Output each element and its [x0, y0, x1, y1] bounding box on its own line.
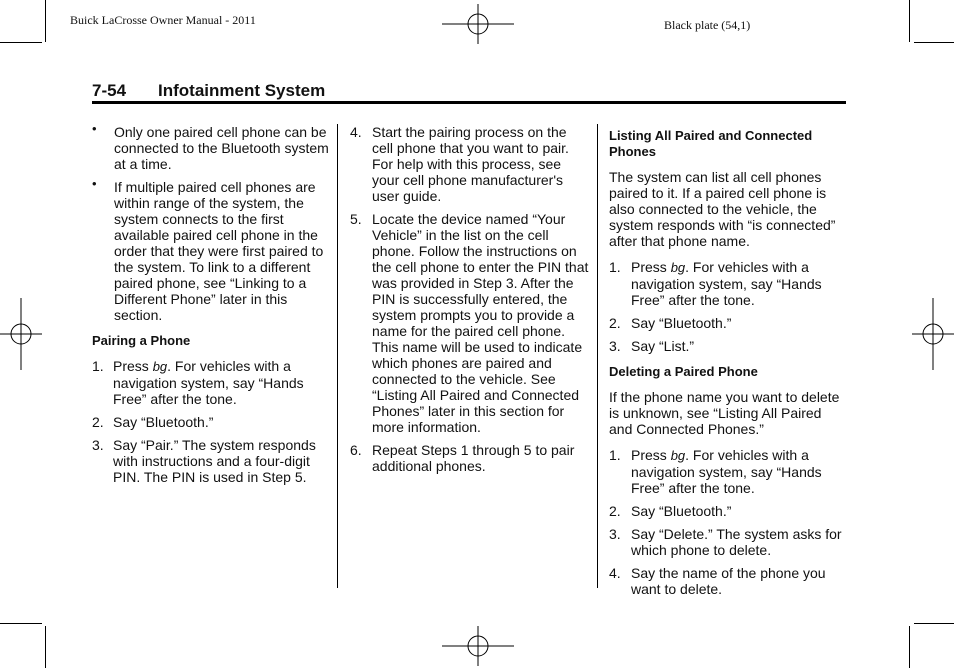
- list-item: 2. Say “Bluetooth.”: [92, 414, 214, 430]
- column-divider: [597, 124, 598, 588]
- page-title: [92, 81, 846, 101]
- bullet-icon: •: [92, 121, 97, 136]
- list-item: 1. Press bg. For vehicles with a navigation system, say “Hands Free” after the tone.: [609, 259, 822, 308]
- voice-icon: g: [677, 448, 686, 463]
- list-item: 4. Say the name of the phone you want to delete.: [609, 565, 826, 597]
- section-heading: Listing All Paired and Connected Phones: [609, 128, 813, 159]
- list-item: 2. Say “Bluetooth.”: [609, 503, 732, 519]
- column-2: [350, 124, 590, 481]
- list-item: 3. Say “Pair.” The system responds with instructions and a four-digit PIN. The PIN is used in Step 5.: [92, 437, 316, 485]
- phone-icon: b: [670, 260, 678, 275]
- list-item: 6. Repeat Steps 1 through 5 to pair additional phones.: [350, 442, 575, 474]
- list-item: 5. Locate the device named “Your Vehicle” in the list on the cell phone. Follow the instructions on the cell phone to enter the PIN that was provided in Step 3. After the PIN is successfully entered, the system prompts you to provide a name for the paired cell phone. This name will be used to indicate which phones are paired and connected to the vehicle. See “Listing All Paired and Connected Phones” later in this section for more information.: [350, 211, 589, 435]
- paragraph: If the phone name you want to delete is unknown, see “Listing All Paired and Connected Phones.”: [609, 389, 840, 437]
- list-item: 2. Say “Bluetooth.”: [609, 315, 732, 331]
- running-header: Buick LaCrosse Owner Manual - 2011: [70, 13, 256, 27]
- phone-icon: b: [670, 448, 678, 463]
- list-item: 3. Say “List.”: [609, 338, 695, 354]
- registration-mark-bottom: [442, 626, 514, 666]
- section-heading: Deleting a Paired Phone: [609, 364, 758, 379]
- list-item: 1. Press bg. For vehicles with a navigation system, say “Hands Free” after the tone.: [92, 358, 304, 407]
- bullet-icon: •: [92, 176, 97, 191]
- list-item: • If multiple paired cell phones are within range of the system, the system connects to the first available paired cell phone in the order that they were first paired to the system. To link to a different paired phone, see “Linking to a Different Phone” later in this section.: [92, 176, 324, 323]
- list-item: • Only one paired cell phone can be connected to the Bluetooth system at a time.: [92, 121, 329, 172]
- column-divider: [337, 124, 338, 588]
- list-item: 3. Say “Delete.” The system asks for which phone to delete.: [609, 526, 842, 558]
- list-item: 4. Start the pairing process on the cell phone that you want to pair. For help with this process, see your cell phone manufacturer's user guide.: [350, 124, 569, 204]
- registration-mark-top: [442, 4, 514, 44]
- section-heading: Pairing a Phone: [92, 333, 191, 348]
- column-3: [609, 124, 847, 604]
- voice-icon: g: [677, 260, 686, 275]
- registration-mark-left: [0, 298, 42, 370]
- page-number: 7-54: [92, 81, 127, 100]
- list-item: 1. Press bg. For vehicles with a navigation system, say “Hands Free” after the tone.: [609, 447, 822, 496]
- section-title: Infotainment System: [158, 81, 326, 100]
- registration-mark-right: [912, 298, 954, 370]
- voice-icon: g: [159, 359, 168, 374]
- paragraph: The system can list all cell phones paired to it. If a paired cell phone is also connected to the vehicle, the system responds with “is connected” after that phone name.: [609, 169, 836, 249]
- title-rule: [92, 101, 846, 104]
- plate-label: Black plate (54,1): [664, 18, 751, 32]
- column-1: [92, 121, 332, 492]
- phone-icon: b: [152, 359, 160, 374]
